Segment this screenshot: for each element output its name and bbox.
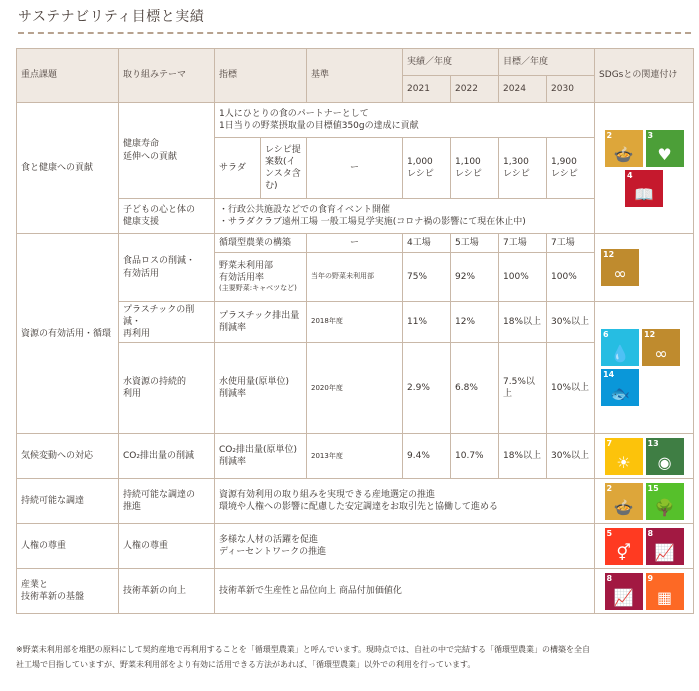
theme-food-loss: 食品ロスの削減・ 有効活用	[119, 234, 215, 302]
header-indicator: 指標	[215, 49, 307, 103]
baseline-unused-vegetables: 当年の野菜未利用部	[307, 253, 403, 302]
footnote-line-1: ※野菜未利用部を堆肥の原料にして契約産地で再利用することを「循環型農業」と呼んでいます。現時点では、自社の中で完結する「循環型農業」の構築を全自	[16, 645, 591, 654]
baseline-plastic: 2018年度	[307, 302, 403, 343]
theme-health-longevity: 健康寿命 延伸への貢献	[119, 103, 215, 199]
footnote-line-2: 社工場で目指していますが、野菜未利用部をより有効に活用できる方法があれば、「循環型農業」以外での利用を行っています。	[16, 660, 476, 670]
sustainability-table	[16, 48, 694, 614]
header-year-2022: 2022	[451, 76, 499, 103]
priority-human-rights: 人権の尊重	[17, 524, 119, 569]
value-circular-2021: 4工場	[403, 234, 451, 253]
theme-co2: CO₂排出量の削減	[119, 434, 215, 479]
header-year-2024: 2024	[499, 76, 547, 103]
sdg-2-icon: 2 🍲	[605, 130, 643, 167]
sdg-13-icon: 13 ◉	[646, 438, 684, 475]
desc-human-rights: 多様な人材の活躍を促進 ディーセントワークの推進	[215, 524, 595, 569]
sdg-9-icon: 9 ▦	[646, 573, 684, 610]
value-recipes-2022: 1,100 レシピ	[451, 138, 499, 199]
sdg-6-icon: 6 💧	[601, 329, 639, 366]
desc-food-education: ・行政公共施設などでの食育イベント開催 ・サラダクラブ遠州工場 一般工場見学実施(コロナ禍の影響にて現在休止中)	[215, 199, 595, 234]
value-water-2030: 10%以上	[547, 343, 595, 434]
header-theme: 取り組みテーマ	[119, 49, 215, 103]
value-unused-2024: 100%	[499, 253, 547, 302]
sdg-4-icon: 4 📖	[625, 170, 663, 207]
dashed-divider	[18, 32, 691, 34]
table-row	[17, 199, 694, 234]
sdg-7-icon: 7 ☀	[605, 438, 643, 475]
baseline-co2: 2013年度	[307, 434, 403, 479]
sub-label-salad: サラダ	[215, 138, 261, 199]
sdg-cell-industry	[595, 569, 694, 614]
value-plastic-2021: 11%	[403, 302, 451, 343]
value-co2-2022: 10.7%	[451, 434, 499, 479]
page-title: サステナビリティ目標と実績	[18, 9, 205, 25]
header-sdgs: SDGsとの関連付け	[595, 49, 694, 103]
priority-industry: 産業と 技術革新の基盤	[17, 569, 119, 614]
sdg-14-icon: 14 🐟	[601, 369, 639, 406]
value-unused-2030: 100%	[547, 253, 595, 302]
sdg-2-icon: 2 🍲	[605, 483, 643, 520]
value-circular-2030: 7工場	[547, 234, 595, 253]
value-plastic-2022: 12%	[451, 302, 499, 343]
value-water-2022: 6.8%	[451, 343, 499, 434]
header-target: 目標／年度	[499, 49, 595, 76]
value-recipes-2030: 1,900 レシピ	[547, 138, 595, 199]
indicator-recipes: レシピ提 案数(イ ンスタ含 む)	[261, 138, 307, 199]
baseline-recipes: ー	[307, 138, 403, 199]
header-row	[17, 49, 694, 76]
table-row	[17, 302, 694, 343]
sdg-12-icon: 12 ∞	[601, 249, 639, 286]
table-row	[17, 103, 694, 138]
indicator-unused-vegetables-note: (主要野菜:キャベツなど)	[219, 284, 297, 293]
baseline-water: 2020年度	[307, 343, 403, 434]
header-priority: 重点課題	[17, 49, 119, 103]
header-year-2030: 2030	[547, 76, 595, 103]
table-row	[17, 434, 694, 479]
value-circular-2024: 7工場	[499, 234, 547, 253]
sdg-5-icon: 5 ⚥	[605, 528, 643, 565]
value-plastic-2024: 18%以上	[499, 302, 547, 343]
indicator-unused-vegetables-label: 野菜未利用部 有効活用率	[219, 261, 274, 284]
value-recipes-2021: 1,000 レシピ	[403, 138, 451, 199]
sdg-cell-water	[595, 302, 694, 434]
priority-resource: 資源の有効活用・循環	[17, 234, 119, 434]
sdg-8-icon: 8 📈	[605, 573, 643, 610]
priority-climate: 気候変動への対応	[17, 434, 119, 479]
desc-procurement: 資源有効利用の取り組みを実現できる産地選定の推進 環境や人権への影響に配慮した安定調達をお取引先と協働して進める	[215, 479, 595, 524]
theme-water: 水資源の持続的 利用	[119, 343, 215, 434]
header-year-2021: 2021	[403, 76, 451, 103]
table-row	[17, 524, 694, 569]
value-co2-2021: 9.4%	[403, 434, 451, 479]
value-water-2021: 2.9%	[403, 343, 451, 434]
desc-innovation: 技術革新で生産性と品位向上 商品付加価値化	[215, 569, 595, 614]
value-water-2024: 7.5%以上	[499, 343, 547, 434]
priority-food: 食と健康への貢献	[17, 103, 119, 234]
sdg-cell-procurement	[595, 479, 694, 524]
priority-procurement: 持続可能な調達	[17, 479, 119, 524]
footnote	[16, 642, 692, 672]
theme-human-rights: 人権の尊重	[119, 524, 215, 569]
indicator-unused-vegetables	[215, 253, 307, 302]
value-circular-2022: 5工場	[451, 234, 499, 253]
theme-innovation: 技術革新の向上	[119, 569, 215, 614]
sdg-15-icon: 15 🌳	[646, 483, 684, 520]
sdg-8-icon: 8 📈	[646, 528, 684, 565]
sdg-cell-food-loss	[595, 234, 694, 302]
table-row	[17, 569, 694, 614]
desc-vegetable-intake: 1人にひとりの食のパートナーとして 1日当りの野菜摂取量の目標値350gの達成に貢献	[215, 103, 595, 138]
indicator-circular-farming: 循環型農業の構築	[215, 234, 307, 253]
sdg-cell-human-rights	[595, 524, 694, 569]
indicator-co2: CO₂排出量(原単位) 削減率	[215, 434, 307, 479]
theme-plastic: プラスチックの削減・ 再利用	[119, 302, 215, 343]
value-co2-2030: 30%以上	[547, 434, 595, 479]
table-row	[17, 479, 694, 524]
theme-procurement: 持続可能な調達の 推進	[119, 479, 215, 524]
sdg-3-icon: 3 ♥	[646, 130, 684, 167]
table-row	[17, 234, 694, 253]
sdg-cell-climate	[595, 434, 694, 479]
sdg-cell-food	[595, 103, 694, 234]
header-baseline: 基準	[307, 49, 403, 103]
theme-child-health: 子どもの心と体の 健康支援	[119, 199, 215, 234]
value-plastic-2030: 30%以上	[547, 302, 595, 343]
value-unused-2022: 92%	[451, 253, 499, 302]
indicator-water: 水使用量(原単位) 削減率	[215, 343, 307, 434]
header-actual: 実績／年度	[403, 49, 499, 76]
table-row	[17, 343, 694, 434]
sdg-12-icon: 12 ∞	[642, 329, 680, 366]
value-co2-2024: 18%以上	[499, 434, 547, 479]
value-unused-2021: 75%	[403, 253, 451, 302]
value-recipes-2024: 1,300 レシピ	[499, 138, 547, 199]
indicator-plastic: プラスチック排出量 削減率	[215, 302, 307, 343]
baseline-circular-farming: ー	[307, 234, 403, 253]
